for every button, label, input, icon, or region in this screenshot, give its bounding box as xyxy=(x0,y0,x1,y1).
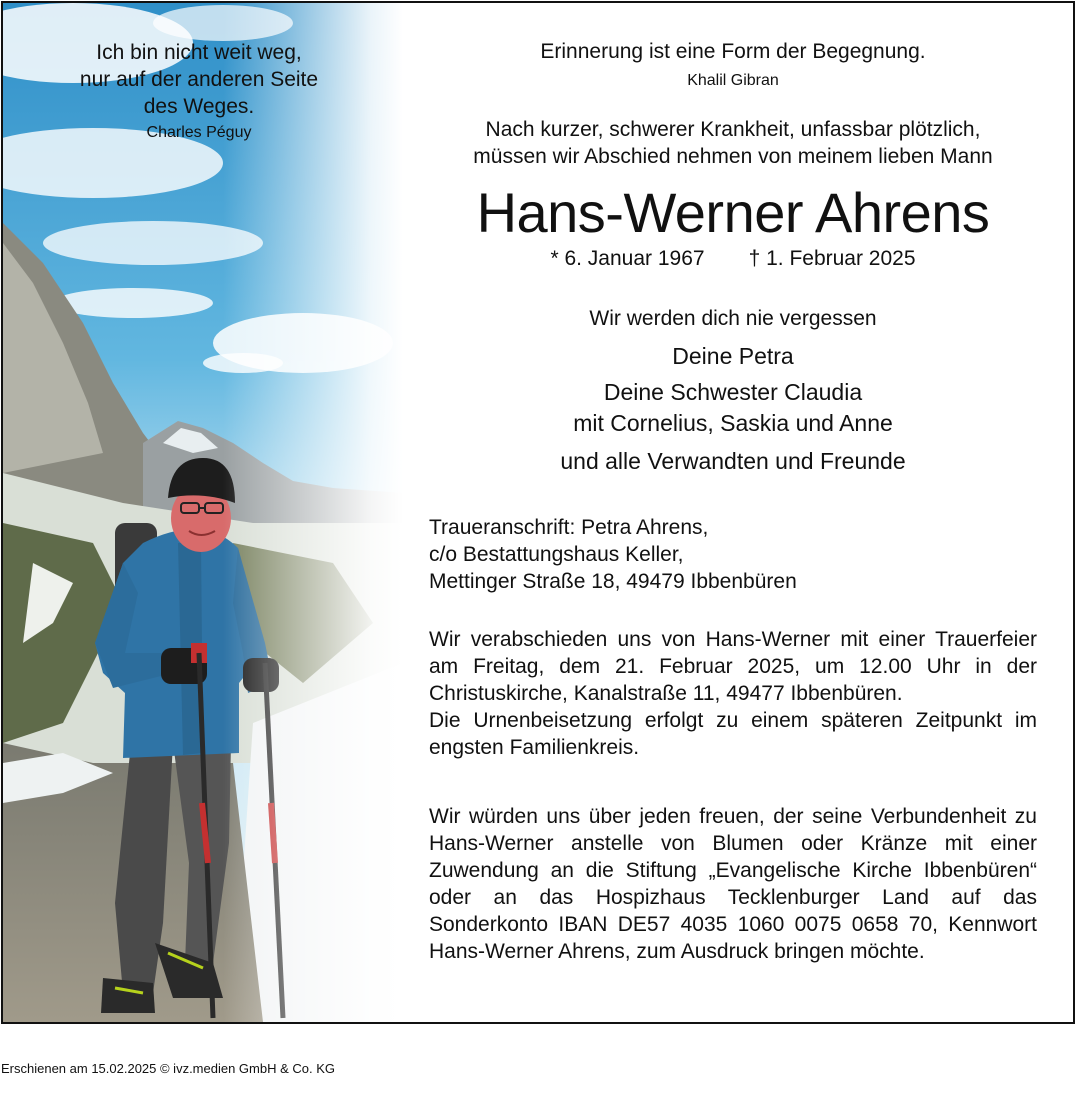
address-line: Traueranschrift: Petra Ahrens, xyxy=(429,516,709,539)
obituary-frame xyxy=(1,1,1075,1024)
left-quote-line: nur auf der anderen Seite xyxy=(79,68,319,91)
hiker-photo xyxy=(3,3,403,1022)
donation-paragraph: Wir würden uns über jeden freuen, der seine Verbundenheit zu Hans-Werner anstelle von Blumen oder Kränze mit einer Zuwendung an die Stiftung „Evangelische Kirche Ibbenbüren“ oder an das Hospizhaus Tecklenburger Land auf das Sonderkonto IBAN DE57 4035 1060 0075 0658 70, Kennwort Hans-Werner Ahrens, zum Ausdruck bringen möchte. xyxy=(429,805,1037,963)
quote-author: Khalil Gibran xyxy=(687,72,779,89)
mourning-address xyxy=(429,514,1037,595)
intro-line: Nach kurzer, schwerer Krankheit, unfassbar plötzlich, xyxy=(485,118,981,141)
left-quote xyxy=(33,39,365,144)
mourner-line: mit Cornelius, Saskia und Anne xyxy=(573,410,893,436)
funeral-paragraph: Wir verabschieden uns von Hans-Werner mit einer Trauerfeier am Freitag, dem 21. Februar 2025, um 12.00 Uhr in der Christuskirche, Kanalstraße 11, 49477 Ibbenbüren. xyxy=(429,628,1037,705)
birth-date: * 6. Januar 1967 xyxy=(550,247,705,270)
left-quote-line: des Weges. xyxy=(143,95,255,118)
intro-text xyxy=(429,116,1037,170)
intro-line: müssen wir Abschied nehmen von meinem lieben Mann xyxy=(473,145,993,168)
deceased-name: Hans-Werner Ahrens xyxy=(476,181,990,244)
life-dates xyxy=(429,245,1037,273)
mourner-line: Deine Schwester Claudia xyxy=(603,379,863,405)
publication-footer: Erschienen am 15.02.2025 © ivz.medien GmbH & Co. KG xyxy=(1,1061,336,1076)
left-quote-line: Ich bin nicht weit weg, xyxy=(96,41,302,64)
address-line: c/o Bestattungshaus Keller, xyxy=(429,543,684,566)
death-date: † 1. Februar 2025 xyxy=(748,247,916,270)
quote-text: Erinnerung ist eine Form der Begegnung. xyxy=(540,40,926,63)
mourner-group xyxy=(429,377,1037,439)
funeral-info xyxy=(429,626,1037,761)
address-line: Mettinger Straße 18, 49479 Ibbenbüren xyxy=(429,570,797,593)
burial-paragraph: Die Urnenbeisetzung erfolgt zu einem späteren Zeitpunkt im engsten Familienkreis. xyxy=(429,709,1037,759)
left-quote-author: Charles Péguy xyxy=(146,124,252,141)
mourner-line: Deine Petra xyxy=(672,343,794,369)
mourner-line: und alle Verwandten und Freunde xyxy=(560,448,906,474)
mourner-line: Wir werden dich nie vergessen xyxy=(589,307,877,330)
